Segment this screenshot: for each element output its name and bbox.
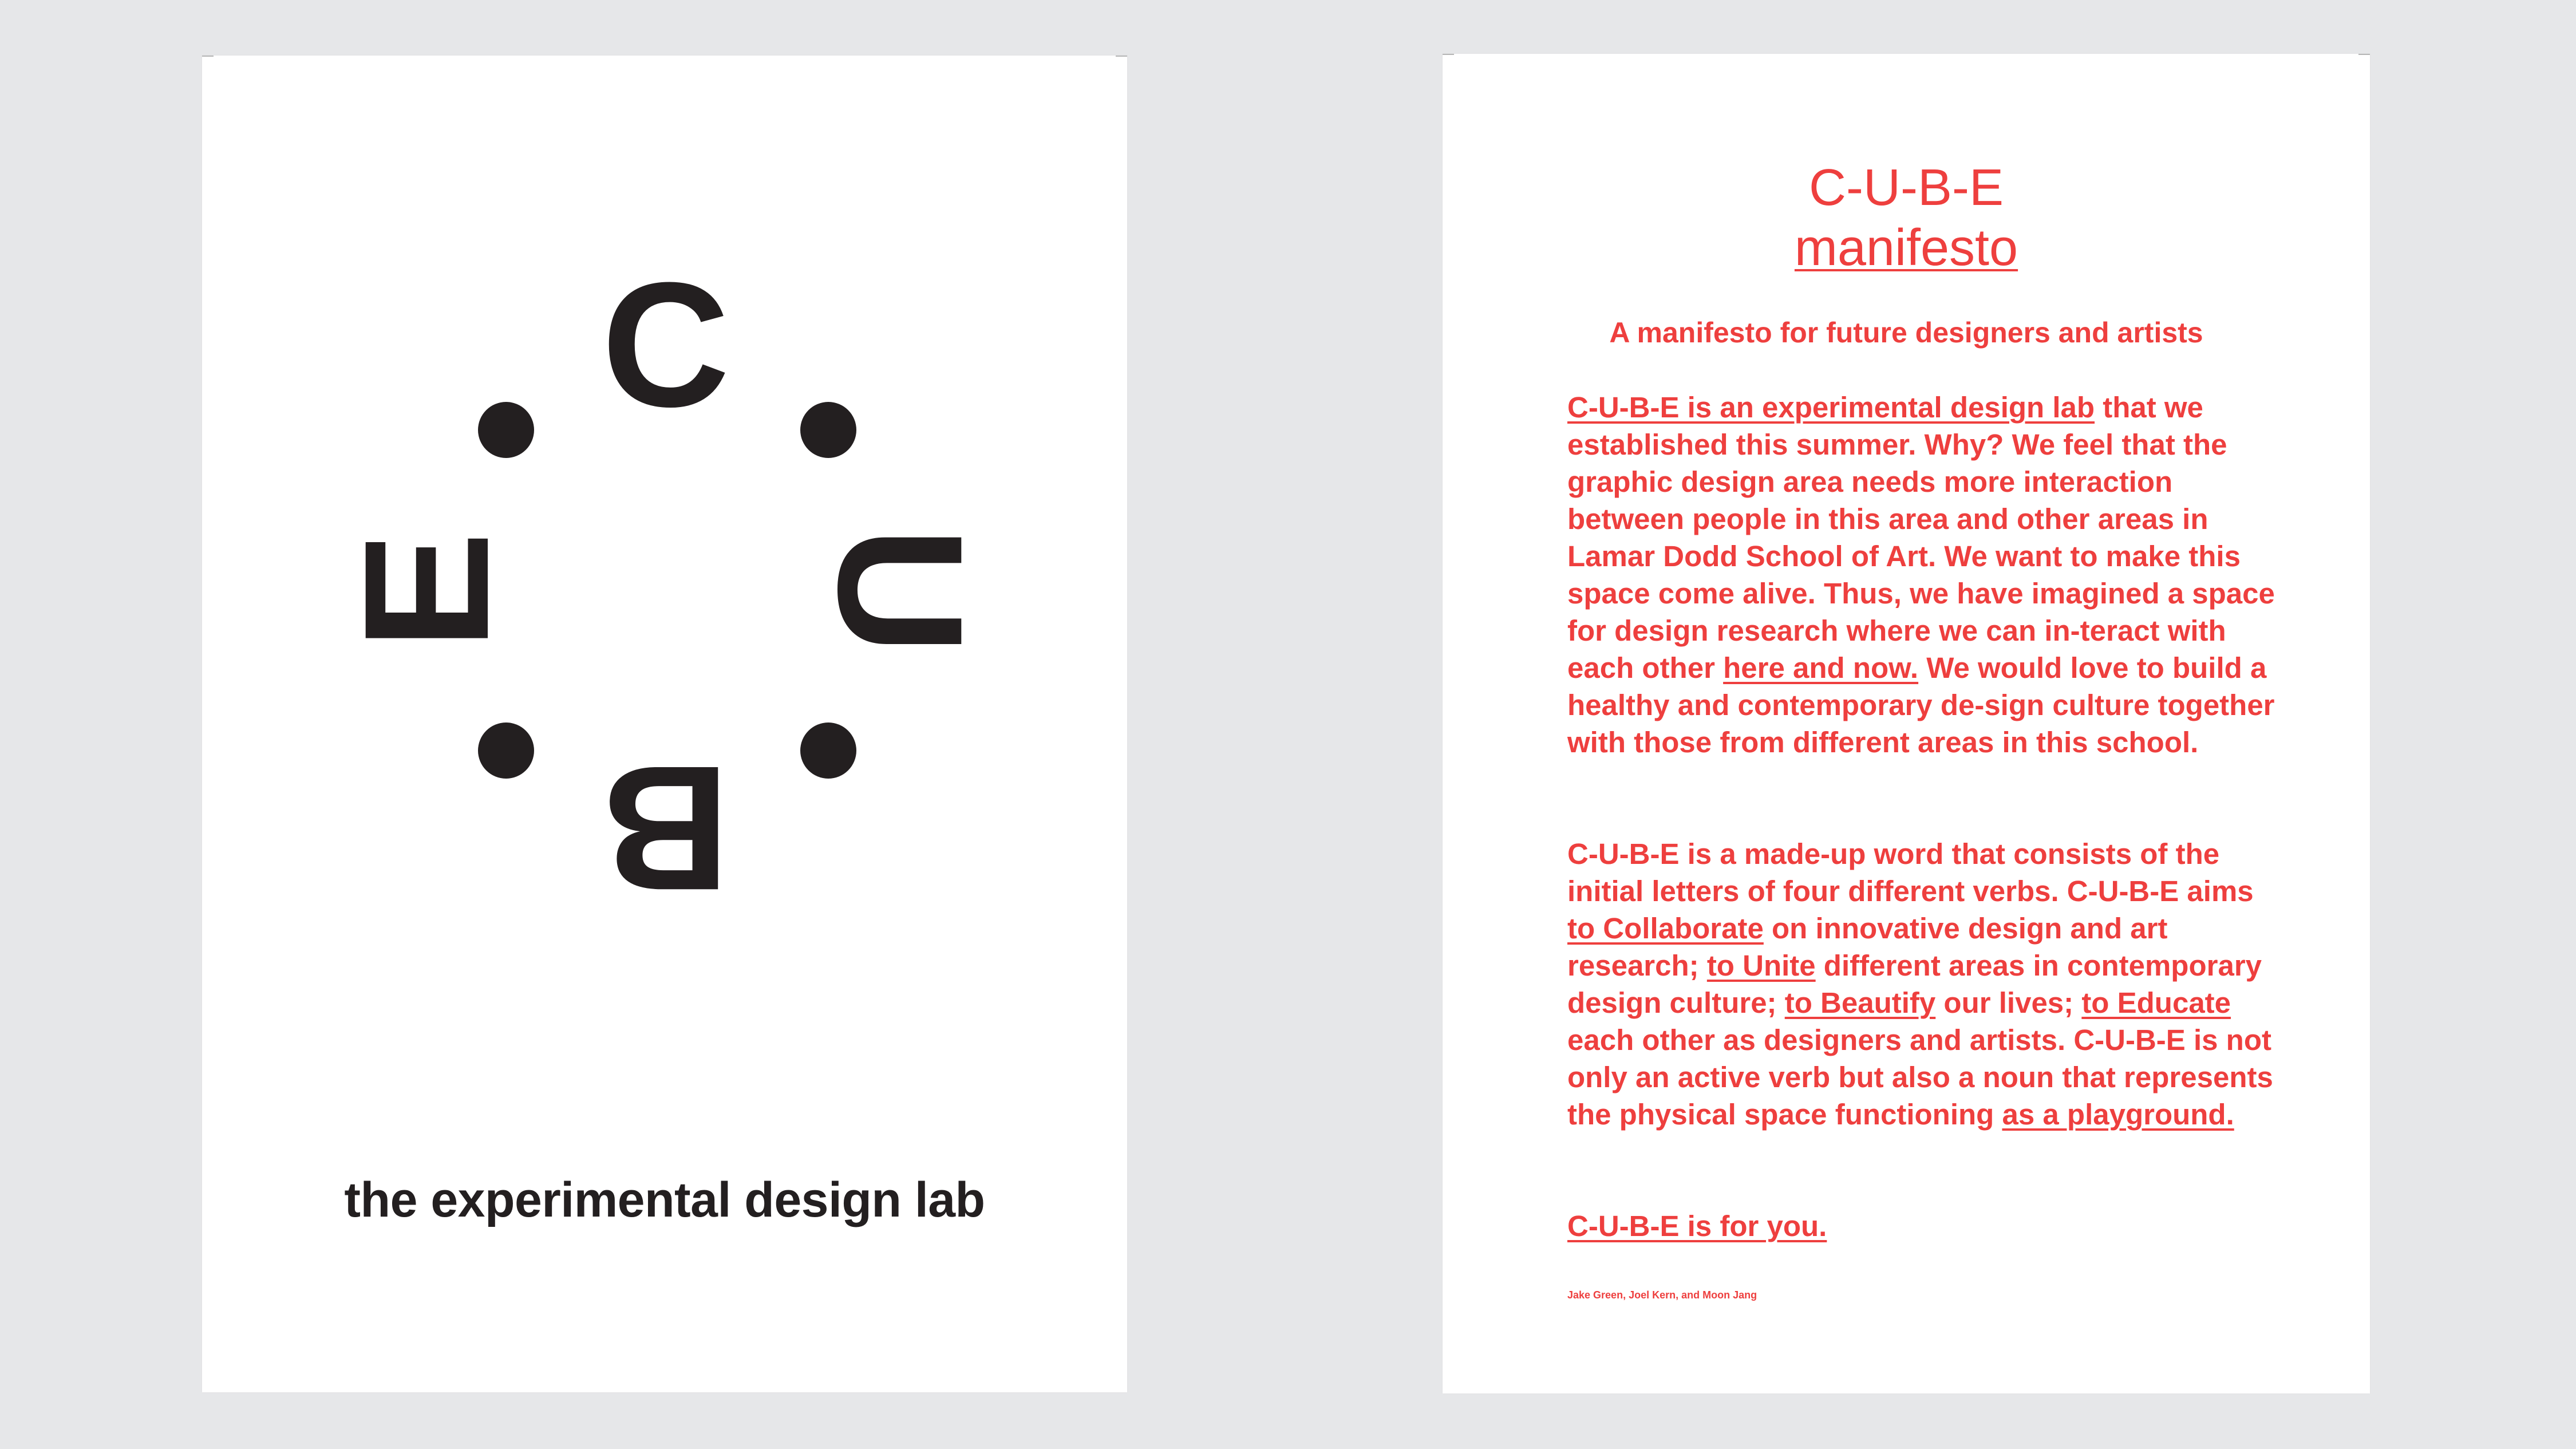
paragraph-text: on innovative design and art research; (1567, 912, 2168, 982)
educate-link[interactable]: to Educate (2081, 986, 2231, 1019)
manifesto-title: C-U-B-E (1809, 159, 2004, 216)
paragraph-text: that we established this summer. Why? We feel that the graphic design area needs more interaction between people in this area and other areas in Lamar Dodd School of Art. We want to make this space come alive. Thus, we have imagined a space for design research where we can in-teract with each other (1567, 391, 2275, 684)
manifesto-closing (1567, 1207, 2277, 1245)
unite-link[interactable]: to Unite (1706, 949, 1816, 982)
manifesto-credits: Jake Green, Joel Kern, and Moon Jang (1567, 1289, 1757, 1301)
logo-letter-c: C (602, 245, 730, 444)
crop-mark (202, 56, 214, 57)
here-and-now-link[interactable]: here and now. (1723, 652, 1919, 684)
manifesto-subtitle-wrap (1443, 220, 2370, 277)
crop-mark (1116, 56, 1127, 57)
logo-dot (478, 402, 534, 458)
logo-dot (800, 722, 856, 779)
collaborate-link[interactable]: to Collaborate (1567, 912, 1764, 945)
poster-tagline: the experimental design lab (344, 1172, 985, 1227)
manifesto-paragraph-2 (1567, 835, 2277, 1133)
paragraph-text: We would love to build a healthy and contemporary de-sign culture together with those from different areas in this school. (1567, 652, 2275, 759)
logo-letter-b: B (602, 729, 730, 928)
manifesto-lead: A manifesto for future designers and artists (1609, 317, 2203, 349)
crop-mark (2358, 54, 2370, 55)
poster-logo-page (202, 56, 1127, 1392)
crop-mark (1443, 54, 1454, 55)
paragraph-text: each other as designers and artists. C-U-B-E is not only an active verb but also a noun that represents the physical space functioning (1567, 1024, 2273, 1131)
experimental-lab-link[interactable]: C-U-B-E is an experimental design lab (1567, 391, 2095, 424)
paragraph-text: our lives; (1935, 986, 2082, 1019)
paragraph-text: different areas in contemporary design culture; (1567, 949, 2262, 1019)
for-you-link[interactable]: C-U-B-E is for you. (1567, 1210, 1827, 1242)
logo-dot (478, 722, 534, 779)
manifesto-subtitle-link[interactable]: manifesto (1794, 219, 2018, 277)
playground-link[interactable]: as a playground. (2002, 1098, 2234, 1131)
logo-dot (800, 402, 856, 458)
manifesto-paragraph-1 (1567, 389, 2277, 761)
logo-letter-e: E (327, 531, 526, 650)
poster-manifesto-page (1443, 54, 2370, 1393)
beautify-link[interactable]: to Beautify (1784, 986, 1936, 1019)
paragraph-text: C-U-B-E is a made-up word that consists of the initial letters of four different verbs. C-U-B-E aims (1567, 838, 2254, 907)
logo-letter-u: U (801, 527, 1000, 655)
